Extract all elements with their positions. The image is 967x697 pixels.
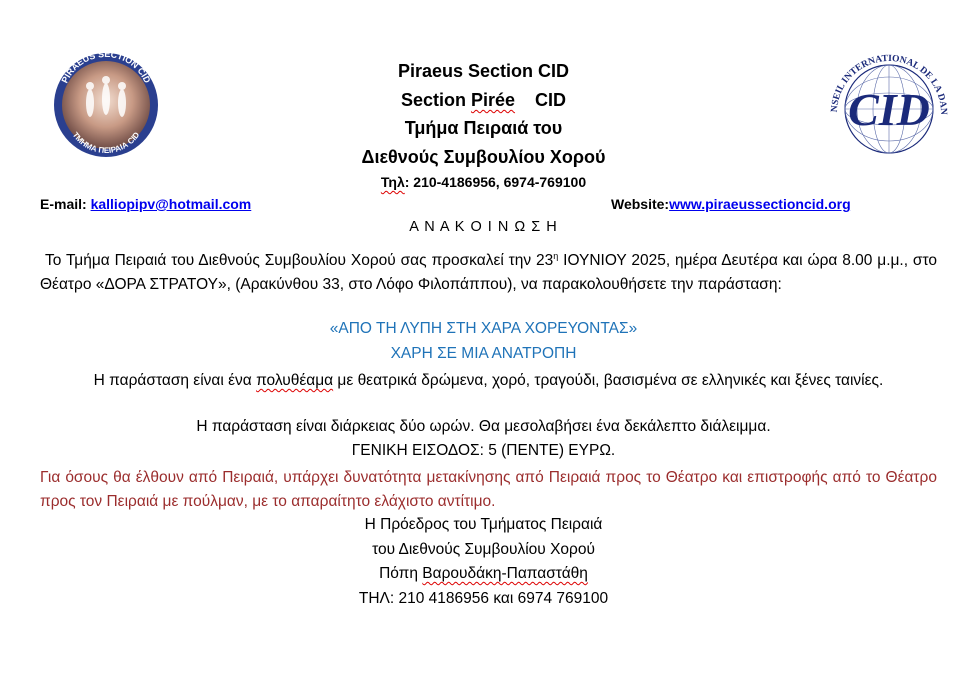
header-phone: Τηλ: 210-4186956, 6974-769100 [380,174,587,190]
signature-name: Πόπη Βαρουδάκη-Παπαστάθη [379,565,588,582]
signature-line-1: Η Πρόεδρος του Τμήματος Πειραιά [364,516,603,533]
email-line: E-mail: kalliopipv@hotmail.com [40,196,252,212]
description: Η παράσταση είναι ένα πολυθέαμα με θεατρικά δρώμενα, χορό, τραγούδι, βασισμένα σε ελληνικές και ξένες ταινίες. [93,372,884,389]
header-line-1: Piraeus Section CID [397,61,570,81]
announcement-title: Α Ν Α Κ Ο Ι Ν Ω Σ Η [409,219,558,235]
svg-text:PIRAEUS SECTION CID: PIRAEUS SECTION CID [59,48,153,85]
show-subtitle: ΧΑΡΗ ΣΕ ΜΙΑ ΑΝΑΤΡΟΠΗ [390,345,577,362]
duration-text: Η παράσταση είναι διάρκειας δύο ωρών. Θα μεσολαβήσει ένα δεκάλεπτο διάλειμμα. [196,418,771,435]
transport-note: Για όσους θα έλθουν από Πειραιά, υπάρχει δυνατότητα μετακίνησης από Πειραιά προς το Θέατρο και επιστροφής από το Θέατρο προς τον Πειραιά με πούλμαν, με το απαραίτητο ελάχιστο αντίτιμο. [40,469,937,510]
intro-paragraph: Το Τμήμα Πειραιά του Διεθνούς Συμβουλίου Χορού σας προσκαλεί την $23^\eta$ ΙΟΥΝΙΟΥ 2025, ημέρα Δευτέρα και ώρα 8.00 μ.μ., στο Θέατρο «ΔΟΡΑ ΣΤΡΑΤΟΥ», (Αρακύνθου 33, στο Λόφο Φιλοπάππου), να παρακολουθήσετε την παράσταση: [40,251,938,294]
header-line-2: Section Pirée CID [400,90,567,110]
entry-fee: ΓΕΝΙΚΗ ΕΙΣΟΔΟΣ: 5 (ΠΕΝΤΕ) ΕΥΡΩ. [351,442,616,459]
svg-text:ΤΜΗΜΑ ΠΕΙΡΑΙΑ CID: ΤΜΗΜΑ ΠΕΙΡΑΙΑ CID [70,130,142,156]
header-line-3: Τμήμα Πειραιά του [404,118,563,138]
header-line-4: Διεθνούς Συμβουλίου Χορού [361,147,606,167]
svg-text:CONSEIL INTERNATIONAL DE LA DA: NSEIL INTERNATIONAL DE LA DAN [829,53,949,116]
website-line: Website:www.piraeussectioncid.org [611,196,851,212]
website-link[interactable]: www.piraeussectioncid.org [669,196,851,212]
svg-text:CID: CID [848,84,930,135]
signature-line-2: του Διεθνούς Συμβουλίου Χορού [372,541,595,558]
email-link[interactable]: kalliopipv@hotmail.com [90,196,252,212]
signature-phone: ΤΗΛ: 210 4186956 και 6974 769100 [358,590,609,607]
show-title: «ΑΠΟ ΤΗ ΛΥΠΗ ΣΤΗ ΧΑΡΑ ΧΟΡΕΥΟΝΤΑΣ» [329,320,638,337]
